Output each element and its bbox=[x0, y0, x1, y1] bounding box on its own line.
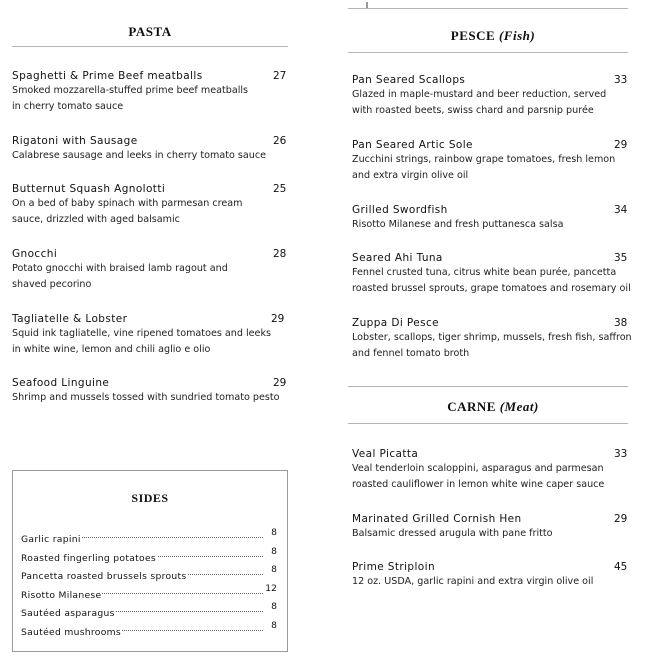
side-row bbox=[21, 601, 277, 619]
pesce-item-price: 34 bbox=[614, 204, 628, 216]
carne-item-desc: Veal tenderloin scaloppini, asparagus and parmesan roasted cauliflower in lemon white wine caper sauce bbox=[352, 463, 605, 490]
pasta-item bbox=[12, 313, 288, 358]
pasta-rule bbox=[12, 46, 288, 47]
side-price: 8 bbox=[271, 527, 277, 538]
pesce-item-desc: Zucchini strings, rainbow grape tomatoes, fresh lemon and extra virgin olive oil bbox=[352, 154, 616, 181]
pasta-item-desc: Potato gnocchi with braised lamb ragout and shaved pecorino bbox=[12, 263, 228, 290]
pesce-item-name: Zuppa Di Pesce bbox=[352, 317, 440, 329]
side-price: 8 bbox=[271, 564, 277, 575]
pesce-item bbox=[352, 74, 634, 119]
pasta-item-desc: Calabrese sausage and leeks in cherry tomato sauce bbox=[12, 150, 267, 161]
pesce-item-name: Grilled Swordfish bbox=[352, 204, 448, 216]
carne-subtitle: (Meat) bbox=[499, 399, 539, 414]
pesce-item-desc: Lobster, scallops, tiger shrimp, mussels, fresh fish, saffron and fennel tomato broth bbox=[352, 332, 632, 359]
pasta-item-price: 28 bbox=[273, 248, 287, 260]
carne-item bbox=[352, 513, 634, 542]
pasta-title: PASTA bbox=[128, 24, 172, 39]
side-price: 8 bbox=[271, 601, 277, 612]
side-name: Sautéed asparagus bbox=[21, 608, 115, 619]
carne-item-name: Marinated Grilled Cornish Hen bbox=[352, 513, 522, 525]
sides-box bbox=[12, 470, 288, 652]
pesce-item-name: Pan Seared Artic Sole bbox=[352, 139, 473, 151]
pasta-item-price: 26 bbox=[273, 135, 287, 147]
side-price: 12 bbox=[265, 583, 277, 594]
pesce-item-desc: Glazed in maple-mustard and beer reduction, served with roasted beets, swiss chard and parsnip purée bbox=[352, 89, 607, 116]
pesce-rule bbox=[348, 52, 628, 53]
carne-item bbox=[352, 561, 634, 590]
pesce-item-name: Pan Seared Scallops bbox=[352, 74, 466, 86]
pasta-item-name: Spaghetti & Prime Beef meatballs bbox=[12, 70, 203, 82]
side-name: Pancetta roasted brussels sprouts bbox=[21, 571, 187, 582]
carne-item-name: Veal Picatta bbox=[352, 448, 419, 460]
pesce-heading bbox=[348, 28, 638, 44]
pasta-item bbox=[12, 135, 288, 164]
carne-heading bbox=[348, 399, 638, 415]
pasta-item-name: Seafood Linguine bbox=[12, 377, 110, 389]
pesce-item-price: 38 bbox=[614, 317, 628, 329]
top-rule-right bbox=[348, 8, 628, 9]
carne-item-desc: 12 oz. USDA, garlic rapini and extra virgin olive oil bbox=[352, 576, 594, 587]
pasta-item-desc: Shrimp and mussels tossed with sundried tomato pesto bbox=[12, 392, 280, 403]
side-name: Sautéed mushrooms bbox=[21, 627, 121, 638]
pasta-item-price: 29 bbox=[273, 377, 287, 389]
pasta-item-name: Rigatoni with Sausage bbox=[12, 135, 138, 147]
pesce-item-desc: Fennel crusted tuna, citrus white bean purée, pancetta roasted brussel sprouts, grape tomatoes and rosemary oil bbox=[352, 267, 631, 294]
side-price: 8 bbox=[271, 546, 277, 557]
carne-item-price: 29 bbox=[614, 513, 628, 525]
side-row bbox=[21, 527, 277, 545]
pesce-item bbox=[352, 204, 634, 233]
carne-top-rule bbox=[348, 386, 628, 387]
side-row bbox=[21, 583, 277, 601]
pesce-subtitle: (Fish) bbox=[498, 28, 536, 43]
pesce-item-price: 29 bbox=[614, 139, 628, 151]
side-name: Garlic rapini bbox=[21, 534, 81, 545]
pesce-item-price: 35 bbox=[614, 252, 628, 264]
pasta-heading bbox=[12, 24, 288, 40]
pasta-item-name: Butternut Squash Agnolotti bbox=[12, 183, 166, 195]
carne-title: CARNE bbox=[447, 399, 496, 414]
side-price: 8 bbox=[271, 620, 277, 631]
pasta-item bbox=[12, 377, 288, 406]
carne-rule bbox=[348, 423, 628, 424]
side-row bbox=[21, 546, 277, 564]
pasta-item bbox=[12, 248, 288, 293]
pasta-item bbox=[12, 183, 288, 228]
sides-title: SIDES bbox=[131, 491, 169, 505]
sides-heading bbox=[13, 491, 287, 506]
pesce-item bbox=[352, 317, 636, 362]
pasta-item-name: Tagliatelle & Lobster bbox=[12, 313, 128, 325]
pesce-item-desc: Risotto Milanese and fresh puttanesca salsa bbox=[352, 219, 564, 230]
pasta-item-price: 25 bbox=[273, 183, 287, 195]
carne-item-price: 45 bbox=[614, 561, 628, 573]
pesce-title: PESCE bbox=[450, 28, 496, 43]
pesce-item-name: Seared Ahi Tuna bbox=[352, 252, 443, 264]
pesce-item bbox=[352, 252, 634, 297]
pesce-item bbox=[352, 139, 634, 184]
carne-item-desc: Balsamic dressed arugula with pane fritto bbox=[352, 528, 553, 539]
pasta-item-desc: Squid ink tagliatelle, vine ripened tomatoes and leeks in white wine, lemon and chili aglio e olio bbox=[12, 328, 272, 355]
pasta-item-price: 27 bbox=[273, 70, 287, 82]
pasta-item-name: Gnocchi bbox=[12, 248, 58, 260]
side-row bbox=[21, 564, 277, 582]
side-name: Roasted fingerling potatoes bbox=[21, 553, 157, 564]
pesce-item-price: 33 bbox=[614, 74, 628, 86]
pasta-item bbox=[12, 70, 288, 115]
carne-item bbox=[352, 448, 634, 493]
pasta-item-desc: Smoked mozzarella-stuffed prime beef meatballs in cherry tomato sauce bbox=[12, 85, 249, 112]
carne-item-name: Prime Striploin bbox=[352, 561, 436, 573]
pasta-item-desc: On a bed of baby spinach with parmesan cream sauce, drizzled with aged balsamic bbox=[12, 198, 243, 225]
pasta-item-price: 29 bbox=[271, 313, 285, 325]
side-row bbox=[21, 620, 277, 638]
side-name: Risotto Milanese bbox=[21, 590, 102, 601]
carne-item-price: 33 bbox=[614, 448, 628, 460]
